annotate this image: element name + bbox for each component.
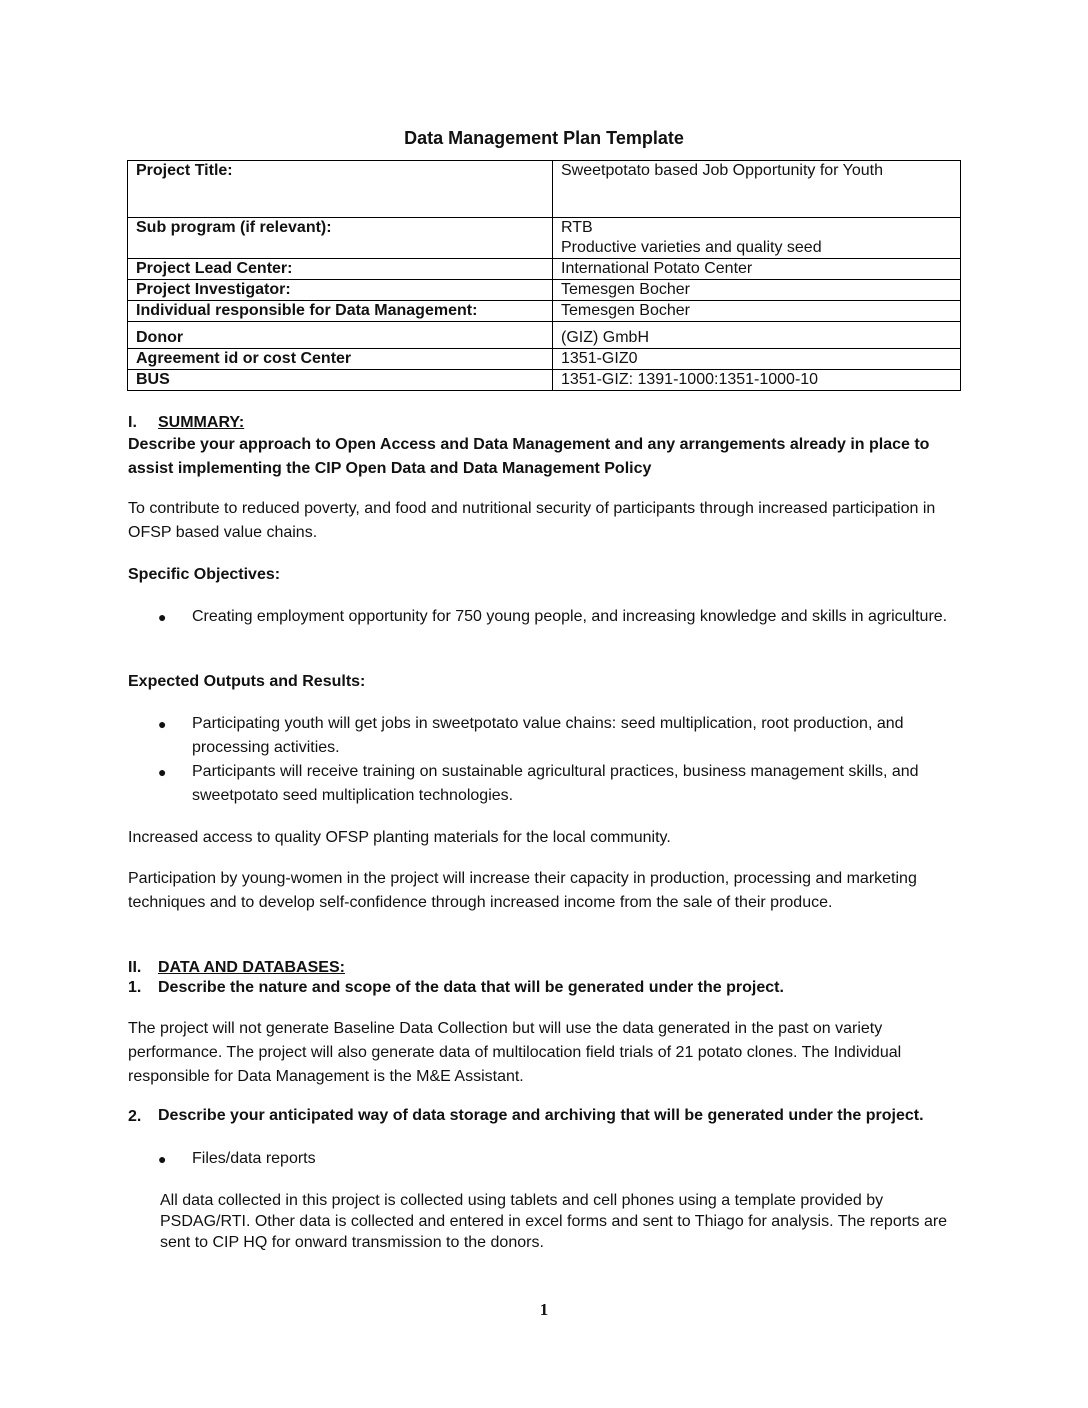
summary-heading — [128, 411, 958, 435]
question-2 — [128, 1105, 958, 1129]
list-item-text: Creating employment opportunity for 750 young people, and increasing knowledge and skills in agriculture. — [192, 608, 948, 625]
list-item — [158, 712, 958, 760]
donor-value: (GIZ) GmbH — [553, 322, 961, 349]
outputs-heading: Expected Outputs and Results: — [128, 673, 366, 690]
lead-center-value: International Potato Center — [553, 259, 961, 280]
question-text: Describe your anticipated way of data storage and archiving that will be generated under the project. — [158, 1107, 924, 1124]
list-item — [158, 605, 958, 629]
question-text: Describe the nature and scope of the data that will be generated under the project. — [158, 979, 784, 996]
answer-2: All data collected in this project is collected using tablets and cell phones using a template provided by PSDAG/RTI. Other data is collected and entered in excel forms and sent to Thiago for analysis. The reports are sent to CIP HQ for onward transmission to the donors. — [160, 1192, 948, 1251]
project-title-value: Sweetpotato based Job Opportunity for Youth — [553, 161, 961, 218]
section-title: DATA AND DATABASES: — [158, 959, 345, 976]
list-item — [158, 1147, 958, 1171]
list-item-text: Participants will receive training on sustainable agricultural practices, business management skills, and sweetpotato seed multiplication technologies. — [192, 763, 919, 804]
table-row — [128, 349, 961, 370]
table-row — [128, 280, 961, 301]
bullet-icon: ● — [158, 1151, 167, 1167]
project-title-label: Project Title: — [128, 161, 553, 218]
summary-paragraph: Participation by young-women in the project will increase their capacity in production, processing and marketing techniques and to develop self-confidence through increased income from the sale of their produce. — [128, 870, 917, 911]
table-row — [128, 301, 961, 322]
section-title: SUMMARY: — [158, 414, 245, 431]
section-number: II. — [128, 959, 142, 976]
agreement-value: 1351-GIZ0 — [553, 349, 961, 370]
lead-center-label: Project Lead Center: — [128, 259, 553, 280]
bullet-icon: ● — [158, 609, 167, 625]
bullet-icon: ● — [158, 764, 167, 780]
sub-program-line-1: RTB — [561, 219, 593, 236]
sub-program-label: Sub program (if relevant): — [128, 218, 553, 259]
summary-paragraph: Increased access to quality OFSP planting materials for the local community. — [128, 829, 671, 846]
objectives-heading: Specific Objectives: — [128, 566, 281, 583]
list-item — [158, 760, 958, 808]
list-item-text: Participating youth will get jobs in sweetpotato value chains: seed multiplication, root production, and processing activities. — [192, 715, 904, 756]
section-number: I. — [128, 414, 137, 431]
question-number: 1. — [128, 979, 142, 996]
table-row — [128, 161, 961, 218]
data-manager-value: Temesgen Bocher — [553, 301, 961, 322]
bus-value: 1351-GIZ: 1391-1000:1351-1000-10 — [553, 370, 961, 391]
project-info-table — [127, 160, 961, 391]
investigator-value: Temesgen Bocher — [553, 280, 961, 301]
list-item-text: Files/data reports — [192, 1150, 316, 1167]
page-number: 1 — [539, 1300, 549, 1319]
question-1 — [128, 976, 958, 1000]
table-row — [128, 218, 961, 259]
table-row — [128, 322, 961, 349]
table-row — [128, 370, 961, 391]
document-title: Data Management Plan Template — [404, 128, 684, 148]
sub-program-line-2: Productive varieties and quality seed — [561, 239, 822, 256]
bus-label: BUS — [128, 370, 553, 391]
summary-prompt: Describe your approach to Open Access and Data Management and any arrangements already in place to assist implementing the CIP Open Data and Data Management Policy — [128, 436, 930, 477]
data-manager-label: Individual responsible for Data Management: — [128, 301, 553, 322]
sub-program-value — [553, 218, 961, 259]
answer-1: The project will not generate Baseline Data Collection but will use the data generated in the past on variety performance. The project will also generate data of multilocation field trials of 21 potato clones. The Individual responsible for Data Management is the M&E Assistant. — [128, 1020, 902, 1085]
investigator-label: Project Investigator: — [128, 280, 553, 301]
question-number: 2. — [128, 1108, 142, 1125]
donor-label: Donor — [128, 322, 553, 349]
summary-intro: To contribute to reduced poverty, and food and nutritional security of participants through increased participation in OFSP based value chains. — [128, 500, 936, 541]
bullet-icon: ● — [158, 716, 167, 732]
table-row — [128, 259, 961, 280]
agreement-label: Agreement id or cost Center — [128, 349, 553, 370]
